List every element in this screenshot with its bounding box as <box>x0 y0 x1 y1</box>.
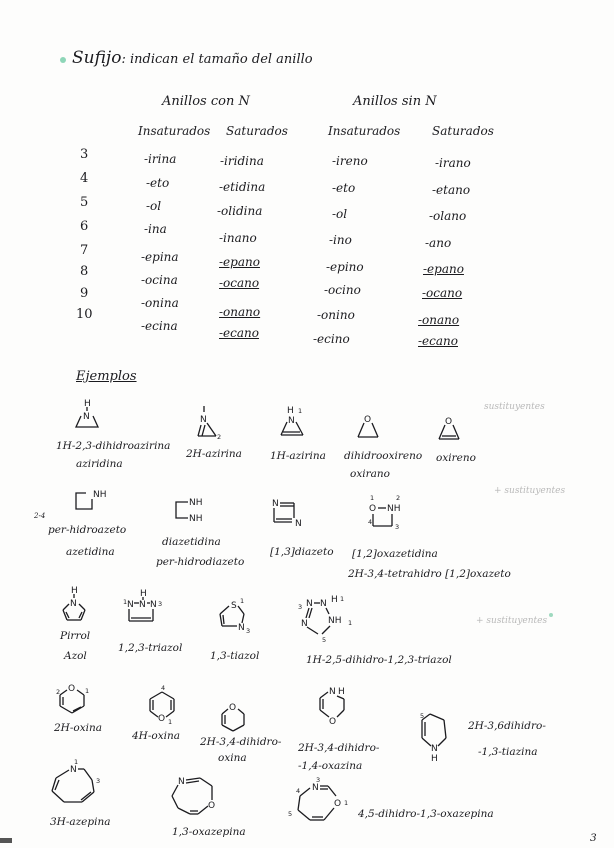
suffix-with-sat: -olidina <box>217 204 263 218</box>
svg-text:O: O <box>334 799 342 809</box>
diazetidine-structure <box>172 493 212 525</box>
svg-text:1: 1 <box>240 597 245 605</box>
suffix-without-sat: -epano <box>423 262 464 276</box>
suffix-with-insat: -ol <box>146 199 162 213</box>
ring-size: 4 <box>80 171 89 186</box>
svg-text:NH: NH <box>387 504 401 514</box>
suffix-with-sat: -ecano <box>219 326 259 340</box>
svg-text:N: N <box>312 783 319 793</box>
label-azeto-b: azetidina <box>66 546 115 558</box>
label-oxazetidina: [1,2]oxazetidina <box>352 548 438 560</box>
svg-text:3: 3 <box>316 776 321 784</box>
label-azirina-b: aziridina <box>76 458 123 470</box>
svg-text:O: O <box>158 714 166 724</box>
svg-text:S: S <box>231 601 237 611</box>
svg-text:1: 1 <box>85 687 90 695</box>
svg-text:5: 5 <box>322 636 327 644</box>
azetidine-structure <box>72 485 112 513</box>
ring-size: 8 <box>80 264 89 279</box>
ghost-note: + sustituyentes <box>476 616 548 626</box>
svg-text:NH: NH <box>189 514 203 524</box>
suffix-without-insat: -ecino <box>313 332 350 346</box>
svg-text:N: N <box>431 744 438 754</box>
label-diazetidina-b: per-hidrodiazeto <box>156 556 245 568</box>
examples-title: Ejemplos <box>76 369 137 384</box>
svg-text:NH: NH <box>328 616 342 626</box>
svg-text:H: H <box>84 399 91 409</box>
svg-text:N: N <box>272 499 279 509</box>
suffix-with-insat: -ina <box>144 222 167 236</box>
4h-oxine-structure <box>144 686 180 726</box>
oxirene-structure <box>436 415 464 443</box>
ring-size: 9 <box>80 286 89 301</box>
suffix-without-sat: -etano <box>432 183 471 197</box>
label-oxazepina-dihidro: 4,5-dihidro-1,3-oxazepina <box>358 808 494 820</box>
svg-text:1: 1 <box>298 407 303 415</box>
ring-size: 7 <box>80 243 89 258</box>
svg-text:N: N <box>83 412 90 422</box>
label-tiazol: 1,3-tiazol <box>210 650 260 662</box>
ring-size: 5 <box>80 195 89 210</box>
suffix-without-sat: -irano <box>435 156 471 170</box>
subheader-with-sat: Saturados <box>226 124 288 138</box>
dihydro-oxine-structure <box>218 702 250 734</box>
aziridine-structure <box>72 398 102 430</box>
123-triazole-structure <box>120 588 164 632</box>
label-triazol-dihidro: 1H-2,5-dihidro-1,2,3-triazol <box>306 654 452 666</box>
thiazine-structure <box>418 710 462 766</box>
suffix-with-sat: -epano <box>219 255 260 269</box>
label-pirrol-a: Pirrol <box>60 630 91 642</box>
svg-text:N: N <box>301 619 308 629</box>
svg-text:N: N <box>200 415 207 425</box>
suffix-without-insat: -onino <box>317 308 355 322</box>
subheader-without-insat: Insaturados <box>328 124 401 138</box>
label-dihidrooxireno-a: dihidrooxireno <box>344 450 423 462</box>
title-bullet <box>60 57 66 63</box>
suffix-without-insat: -ocino <box>324 283 361 297</box>
suffix-without-insat: -epino <box>326 260 364 274</box>
svg-text:3: 3 <box>298 603 303 611</box>
diazete-structure <box>270 496 310 528</box>
svg-text:2: 2 <box>396 494 401 502</box>
svg-text:N: N <box>139 600 146 610</box>
label-oxina-dihidro-b: oxina <box>218 752 247 764</box>
label-oxazeto: 2H-3,4-tetrahidro [1,2]oxazeto <box>348 568 511 580</box>
subheader-without-sat: Saturados <box>432 124 494 138</box>
label-tiazina-a: 2H-3,6dihidro- <box>468 720 546 732</box>
svg-text:O: O <box>68 684 76 694</box>
suffix-word: Sufijo <box>72 48 122 68</box>
label-123-triazol: 1,2,3-triazol <box>118 642 183 654</box>
svg-text:O: O <box>329 717 337 727</box>
svg-text:NH: NH <box>189 498 203 508</box>
svg-text:1: 1 <box>348 619 353 627</box>
svg-text:H: H <box>331 595 338 605</box>
page-number: 3 <box>590 832 597 844</box>
ring-size: 10 <box>76 307 93 322</box>
2h-azirine-structure <box>194 403 224 439</box>
svg-text:1: 1 <box>123 598 128 606</box>
suffix-with-sat: -onano <box>219 305 261 319</box>
svg-text:O: O <box>364 415 372 425</box>
suffix-with-insat: -ocina <box>141 273 178 287</box>
suffix-with-sat: -etidina <box>219 180 266 194</box>
svg-text:H: H <box>287 406 294 416</box>
suffix-without-sat: -onano <box>418 313 460 327</box>
svg-text:1: 1 <box>168 718 173 726</box>
ring-size: 6 <box>80 219 89 234</box>
svg-text:1: 1 <box>74 758 79 766</box>
label-4h-oxina: 4H-oxina <box>132 730 181 742</box>
svg-text:3: 3 <box>246 627 251 635</box>
ghost-note: + sustituyentes <box>494 486 566 496</box>
svg-text:N: N <box>178 777 185 787</box>
suffix-without-insat: -eto <box>332 181 356 195</box>
suffix-with-sat: -iridina <box>220 154 264 168</box>
label-oxazina-b: -1,4-oxazina <box>298 760 363 772</box>
svg-text:4: 4 <box>296 787 301 795</box>
margin-dot <box>549 613 553 617</box>
label-1h-azirina: 1H-azirina <box>270 450 326 462</box>
pyrrole-structure <box>60 585 90 625</box>
svg-text:H: H <box>431 754 438 764</box>
suffix-with-insat: -epina <box>141 250 179 264</box>
ghost-note: sustituyentes <box>484 402 545 412</box>
svg-text:O: O <box>229 703 237 713</box>
label-oxazina-a: 2H-3,4-dihidro- <box>298 742 380 754</box>
label-pirrol-b: Azol <box>64 650 87 662</box>
page-edge-mark <box>0 838 12 843</box>
label-azirina-a: 1H-2,3-dihidroazirina <box>56 440 171 452</box>
svg-text:H: H <box>338 687 345 697</box>
suffix-with-insat: -ecina <box>141 319 178 333</box>
ring-size: 3 <box>80 147 89 162</box>
svg-text:N: N <box>70 765 77 775</box>
thiazole-structure <box>212 598 256 638</box>
label-dihidrooxireno-b: oxirano <box>350 468 390 480</box>
header-with-n: Anillos con N <box>162 94 250 109</box>
oxazine-structure <box>316 684 352 728</box>
svg-text:NH: NH <box>93 490 107 500</box>
svg-text:N: N <box>288 416 295 426</box>
label-oxina-dihidro-a: 2H-3,4-dihidro- <box>200 736 282 748</box>
1h-azirine-structure <box>278 405 310 439</box>
svg-text:4: 4 <box>161 684 166 692</box>
svg-text:N: N <box>70 599 77 609</box>
label-2h-oxina: 2H-oxina <box>54 722 103 734</box>
svg-text:N: N <box>127 600 134 610</box>
svg-text:O: O <box>369 504 377 514</box>
dihydrotriazole-structure <box>296 596 360 644</box>
svg-text:5: 5 <box>288 810 293 818</box>
svg-text:H: H <box>140 589 147 599</box>
svg-text:3: 3 <box>96 777 101 785</box>
svg-text:1: 1 <box>370 494 375 502</box>
suffix-with-sat: -ocano <box>219 276 260 290</box>
suffix-with-insat: -eto <box>146 176 170 190</box>
svg-text:H: H <box>71 586 78 596</box>
label-tiazina-b: -1,3-tiazina <box>478 746 538 758</box>
suffix-without-insat: -ol <box>332 207 348 221</box>
suffix-without-insat: -ino <box>329 233 352 247</box>
svg-text:3: 3 <box>158 600 163 608</box>
svg-text:N: N <box>329 687 336 697</box>
subheader-with-insat: Insaturados <box>138 124 211 138</box>
svg-text:1: 1 <box>344 799 349 807</box>
suffix-without-sat: -ano <box>425 236 452 250</box>
label-diazeto: [1,3]diazeto <box>270 546 334 558</box>
svg-text:O: O <box>445 417 453 427</box>
svg-text:N: N <box>150 600 157 610</box>
svg-text:4: 4 <box>368 518 373 526</box>
svg-text:1: 1 <box>340 595 345 603</box>
svg-text:2: 2 <box>217 433 222 441</box>
svg-text:2: 2 <box>56 688 61 696</box>
suffix-with-insat: -irina <box>144 152 177 166</box>
suffix-description: : indican el tamaño del anillo <box>121 52 313 67</box>
dihydro-oxazepine-structure <box>286 776 352 826</box>
svg-text:N: N <box>306 599 313 609</box>
suffix-without-sat: -olano <box>429 209 467 223</box>
label-oxireno: oxireno <box>436 452 476 464</box>
svg-text:O: O <box>208 801 216 811</box>
suffix-without-sat: -ecano <box>418 334 458 348</box>
2h-oxine-structure <box>56 682 90 718</box>
suffix-without-insat: -ireno <box>332 154 368 168</box>
label-diazetidina-a: diazetidina <box>162 536 221 548</box>
label-azepina: 3H-azepina <box>50 816 111 828</box>
oxazetidine-structure <box>366 493 410 533</box>
label-2h-azirina: 2H-azirina <box>186 448 242 460</box>
dihydrooxirene-structure <box>355 413 383 441</box>
3h-azepine-structure <box>46 758 106 808</box>
13-oxazepine-structure <box>168 772 224 818</box>
suffix-with-insat: -onina <box>141 296 179 310</box>
suffix-title <box>72 48 313 68</box>
header-without-n: Anillos sin N <box>353 94 437 109</box>
svg-text:N: N <box>320 599 327 609</box>
prefix-number: 2-4 <box>34 512 46 520</box>
label-azeto-a: per-hidroazeto <box>48 524 127 536</box>
svg-text:N: N <box>295 519 302 529</box>
svg-text:N: N <box>238 623 245 633</box>
suffix-with-sat: -inano <box>219 231 257 245</box>
svg-text:3: 3 <box>395 523 400 531</box>
svg-text:5: 5 <box>420 712 425 720</box>
label-oxazepina-13: 1,3-oxazepina <box>172 826 246 838</box>
suffix-without-sat: -ocano <box>422 286 463 300</box>
